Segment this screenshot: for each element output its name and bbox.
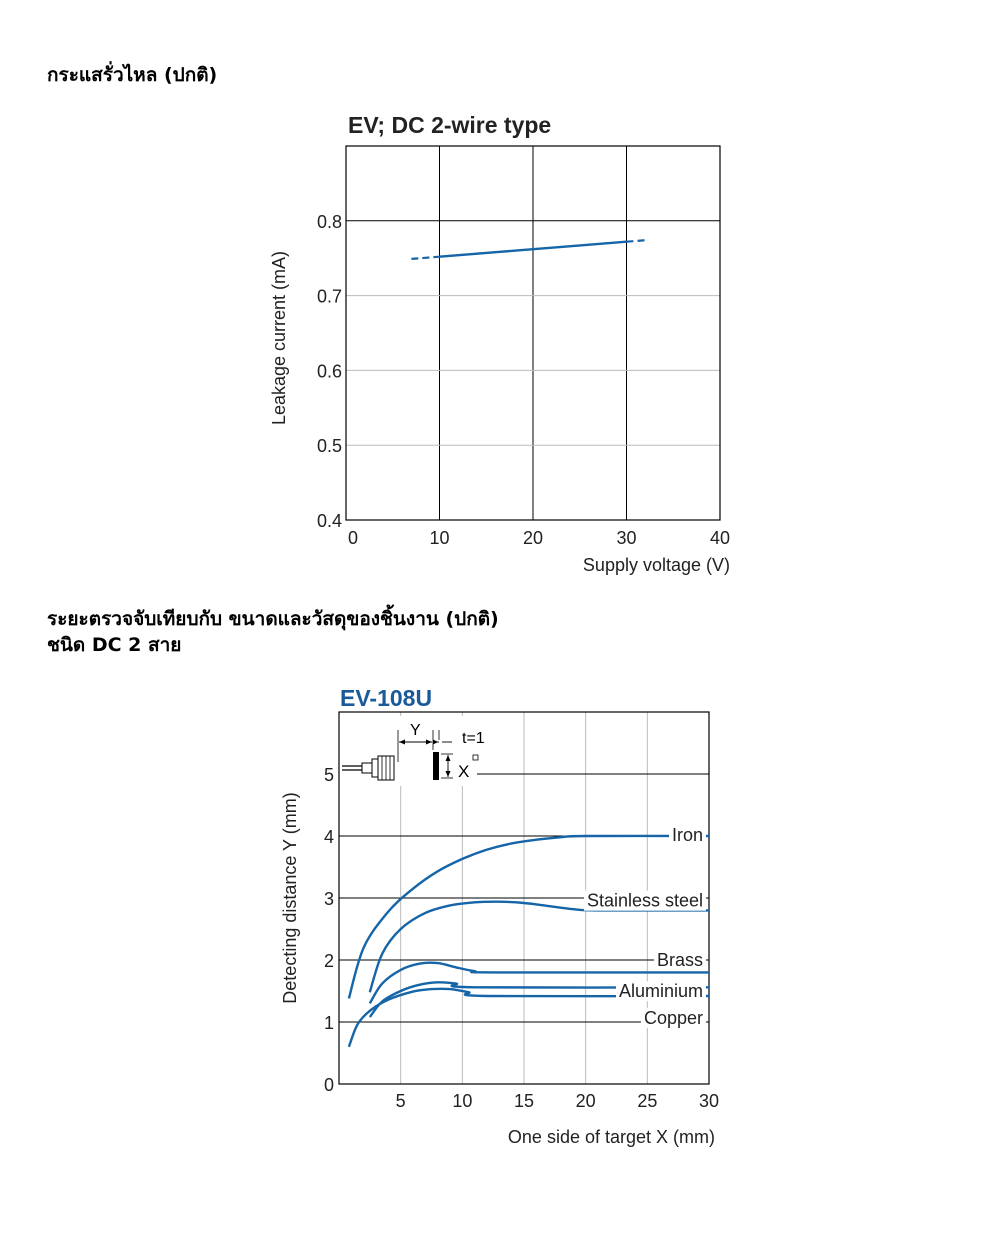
chart1-y-tick-label: 0.5 (316, 436, 342, 457)
chart2-x-tick-labels (396, 1091, 719, 1111)
chart2-x-tick-label: 10 (452, 1091, 473, 1111)
series-label-aluminium: Aluminium (618, 981, 703, 1002)
chart1-x-tick-label: 0 (347, 528, 359, 548)
section-heading-leakage: กระแสรั่วไหล (ปกติ) (47, 64, 218, 86)
chart2-x-tick-label: 5 (395, 1091, 406, 1111)
chart2-x-tick-label: 20 (575, 1091, 596, 1111)
chart2-title: EV-108U (340, 685, 433, 711)
chart2-x-tick-label: 25 (637, 1091, 658, 1111)
chart2-y-tick-labels (324, 765, 334, 1095)
chart2-series-labels (584, 825, 706, 1028)
chart1-y-tick-label: 0.7 (316, 286, 342, 307)
inset-t-label: t=1 (462, 730, 485, 747)
series-label-iron: Iron (671, 824, 703, 845)
chart1-y-tick-label: 0.6 (316, 361, 342, 382)
chart1-x-axis-label: Supply voltage (V) (582, 555, 730, 575)
chart1-x-tick-label: 20 (522, 528, 544, 548)
chart2-y-tick-label: 1 (323, 1013, 334, 1033)
heading-line-1: ระยะตรวจจับเทียบกับ ขนาดและวัสดุของชิ้นงาน (ปกติ) (47, 608, 499, 630)
chart2-y-tick-label: 2 (323, 951, 334, 971)
chart1-title: EV; DC 2-wire type (348, 112, 552, 138)
series-label-brass: Brass (656, 950, 703, 971)
chart1-y-tick-label: 0.8 (316, 211, 342, 232)
chart2-y-tick-label: 4 (323, 827, 334, 847)
inset-y-label: Y (410, 722, 421, 739)
chart1-y-axis-label: Leakage current (mA) (269, 250, 289, 426)
chart2-x-axis-label: One side of target X (mm) (507, 1127, 715, 1147)
chart2-y-tick-label: 3 (323, 889, 334, 909)
chart2-y-tick-label: 5 (323, 765, 334, 785)
sensor-diagram-inset (339, 716, 485, 786)
chart1-x-tick-label: 40 (709, 528, 731, 548)
chart1-x-tick-label: 30 (616, 528, 637, 548)
chart2-y-axis-label: Detecting distance Y (mm) (280, 792, 300, 1004)
chart2-x-tick-label: 15 (513, 1091, 535, 1111)
series-label-stainless-steel: Stainless steel (586, 890, 703, 911)
chart2-x-tick-label: 30 (698, 1091, 720, 1111)
series-line-iron (349, 836, 709, 998)
inset-x-label: X (458, 762, 470, 781)
chart1-y-tick-label: 0.4 (316, 511, 342, 531)
series-line-stainless-steel (370, 902, 709, 993)
chart2-y-tick-label: 0 (323, 1075, 334, 1095)
series-label-copper: Copper (643, 1007, 703, 1028)
heading-line-2: ชนิด DC 2 สาย (47, 634, 182, 656)
chart1-x-tick-label: 10 (429, 528, 450, 548)
